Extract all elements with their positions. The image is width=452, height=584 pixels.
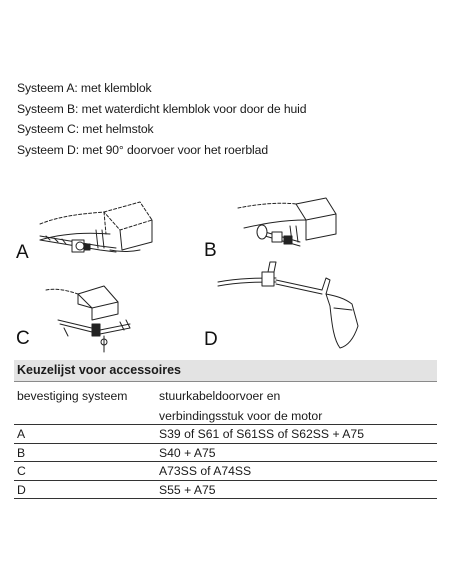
row-parts: S55 + A75 — [159, 482, 216, 497]
system-illustrations — [0, 190, 452, 360]
system-b-drawing — [238, 198, 336, 246]
system-a-drawing — [40, 202, 152, 252]
accessories-header — [14, 382, 437, 424]
system-a-description: Systeem A: met klemblok — [17, 81, 152, 95]
row-parts: A73SS of A74SS — [159, 464, 252, 478]
system-d-description: Systeem D: met 90° doorvoer voor het roerblad — [17, 142, 269, 157]
system-b-description: Systeem B: met waterdicht klemblok voor door de huid — [17, 101, 307, 116]
row-system: D — [17, 482, 26, 497]
system-b-label: B — [204, 240, 217, 261]
header-mount-system: bevestiging systeem — [17, 389, 128, 403]
system-c-description: Systeem C: met helmstok — [17, 122, 154, 136]
accessories-table — [14, 360, 437, 499]
system-d-drawing — [218, 262, 358, 348]
row-parts: S39 of S61 of S61SS of S62SS + A75 — [159, 427, 364, 441]
header-cable-connector-line2: verbindingsstuk voor de motor — [159, 409, 323, 423]
header-cable-connector — [159, 386, 429, 426]
table-row — [14, 461, 437, 480]
table-row — [14, 424, 437, 443]
row-system: A — [17, 427, 26, 441]
header-cable-connector-line1: stuurkabeldoorvoer en — [159, 389, 281, 403]
row-system: C — [17, 464, 26, 478]
table-row — [14, 443, 437, 462]
system-descriptions — [17, 78, 437, 160]
system-a-label: A — [16, 242, 29, 263]
accessories-title: Keuzelijst voor accessoires — [14, 360, 437, 382]
system-c-drawing — [46, 286, 130, 352]
row-system: B — [17, 445, 26, 460]
system-drawings — [0, 190, 452, 360]
system-d-label: D — [204, 329, 218, 350]
table-row — [14, 480, 437, 500]
system-c-label: C — [16, 328, 30, 349]
row-parts: S40 + A75 — [159, 445, 216, 460]
